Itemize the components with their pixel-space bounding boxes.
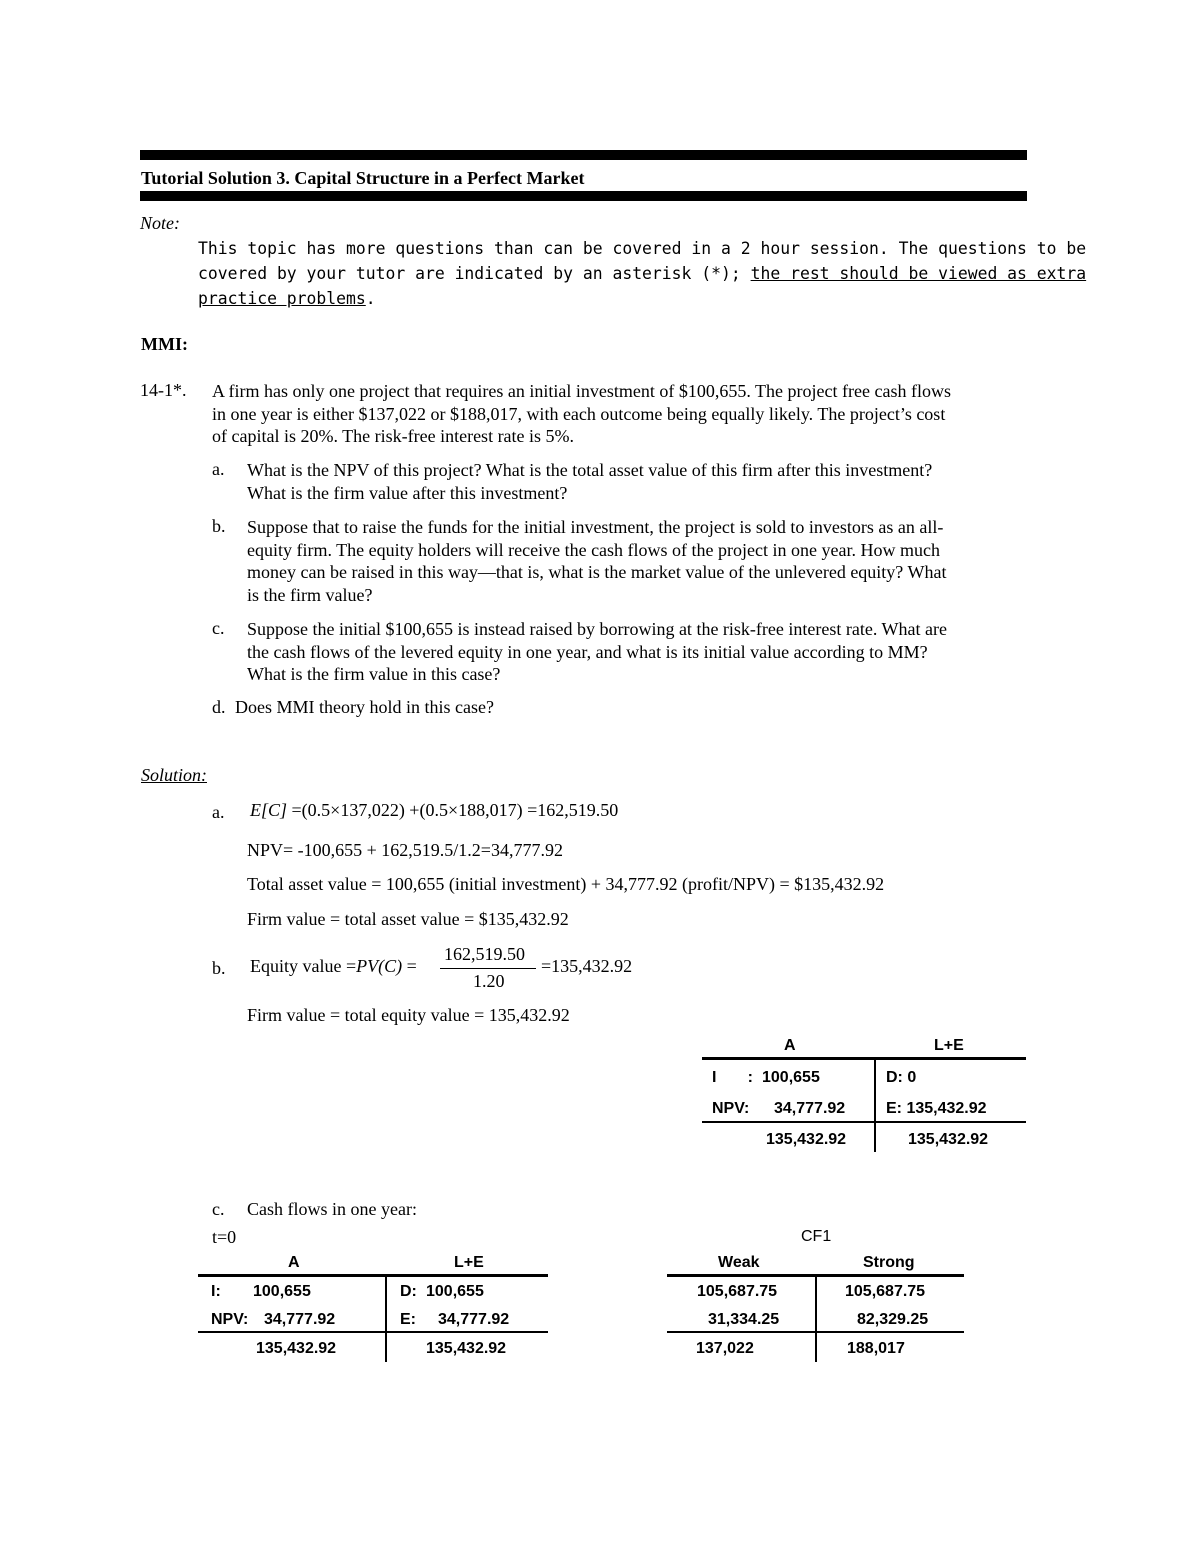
fraction-denominator: 1.20	[473, 971, 505, 991]
bs-b-row1-right: D: 0	[886, 1069, 917, 1086]
note-paragraph	[198, 236, 1086, 311]
balance-sheet-c	[198, 1254, 550, 1364]
solution-a-label: a.	[212, 802, 225, 822]
part-b-line: Suppose that to raise the funds for the initial investment, the project is sold to investors as an all-	[247, 517, 944, 537]
bs-c-row2-right-value: 34,777.92	[438, 1311, 510, 1328]
fraction-bar	[440, 968, 536, 969]
bs-c-total-left: 135,432.92	[256, 1340, 337, 1357]
cf1-row2-weak: 31,334.25	[708, 1311, 780, 1328]
solution-a-formula	[250, 800, 618, 821]
balance-sheet-b	[700, 1035, 1026, 1155]
header-bottom-bar	[140, 191, 1027, 201]
cf1-row1-weak: 105,687.75	[697, 1283, 778, 1300]
cf1-header-weak: Weak	[718, 1254, 760, 1271]
cf1-divider	[815, 1274, 817, 1362]
part-b-line: money can be raised in this way—that is, what is the market value of the unlevered equity? What	[247, 562, 947, 582]
expected-cashflow-symbol: E[C]	[250, 800, 288, 820]
part-b-line: is the firm value?	[247, 584, 373, 605]
expected-cashflow-expression: =(0.5×137,022) +(0.5×188,017) =162,519.50	[287, 800, 619, 820]
part-a-label: a.	[212, 459, 225, 479]
solution-b-firm-value: Firm value = total equity value = 135,432.92	[247, 1005, 570, 1025]
bs-c-total-right: 135,432.92	[426, 1340, 507, 1357]
bs-c-row2-value: 34,777.92	[264, 1311, 336, 1328]
cf1-total-weak: 137,022	[696, 1340, 754, 1357]
solution-label: Solution:	[141, 765, 207, 785]
question-line: in one year is either $137,022 or $188,017, with each outcome being equally likely. The project’s cost	[212, 403, 946, 424]
question-text	[212, 380, 951, 448]
bs-c-divider	[385, 1274, 387, 1362]
bs-c-row1-value: 100,655	[253, 1283, 311, 1300]
part-b-text	[247, 516, 946, 606]
note-extra-practice-link: the rest should be viewed as extra	[750, 264, 1087, 283]
bs-b-row2-label: NPV:	[712, 1100, 750, 1117]
part-c-text	[247, 618, 947, 686]
bs-b-total-right: 135,432.92	[908, 1131, 989, 1148]
note-label: Note:	[140, 213, 180, 233]
note-line-1: This topic has more questions than can be covered in a 2 hour session. The questions to be	[198, 239, 1087, 258]
section-heading: MMI:	[141, 334, 188, 354]
solution-b-result: =135,432.92	[541, 956, 633, 976]
part-c-line: What is the firm value in this case?	[247, 664, 501, 684]
part-d-label: d.	[212, 697, 226, 717]
pv-symbol: PV(C)	[356, 956, 403, 976]
bs-b-total-rule	[702, 1121, 1026, 1123]
cf1-header-strong: Strong	[863, 1254, 915, 1271]
note-line-3-tail: .	[365, 289, 376, 308]
note-practice-problems: practice problems	[198, 289, 366, 308]
bs-b-divider	[874, 1057, 876, 1152]
part-a-line: What is the NPV of this project? What is the total asset value of this firm after this investment?	[247, 460, 933, 480]
cf1-row2-strong: 82,329.25	[857, 1311, 929, 1328]
part-c-line: the cash flows of the levered equity in one year, and what is its initial value according to MM?	[247, 641, 928, 662]
note-line-2	[198, 261, 1086, 286]
question-number: 14-1*.	[140, 380, 187, 400]
cf1-table	[667, 1226, 967, 1366]
bs-b-total-left: 135,432.92	[766, 1131, 847, 1148]
bs-c-total-rule	[198, 1331, 548, 1333]
part-d-text: Does MMI theory hold in this case?	[235, 697, 494, 717]
solution-b-label: b.	[212, 958, 226, 978]
part-b-line: equity firm. The equity holders will receive the cash flows of the project in one year. How much	[247, 539, 940, 560]
bs-c-header-rule	[198, 1274, 548, 1277]
solution-c-t0: t=0	[212, 1227, 237, 1247]
cf1-row1-strong: 105,687.75	[845, 1283, 926, 1300]
bs-c-row2-right-label: E:	[400, 1311, 416, 1328]
solution-a-firm-value: Firm value = total asset value = $135,432.92	[247, 909, 569, 929]
equals-sign: =	[402, 956, 417, 976]
bs-c-row2-label: NPV:	[211, 1311, 249, 1328]
bs-c-row1-right-value: 100,655	[426, 1283, 484, 1300]
fraction-numerator: 162,519.50	[444, 944, 525, 964]
bs-b-header-rule	[702, 1057, 1026, 1060]
bs-b-row1-label: I :	[712, 1069, 753, 1086]
bs-b-row2-right: E: 135,432.92	[886, 1100, 987, 1117]
solution-c-label: c.	[212, 1199, 225, 1219]
question-line: of capital is 20%. The risk-free interest rate is 5%.	[212, 426, 575, 446]
solution-c-text: Cash flows in one year:	[247, 1199, 417, 1219]
cf1-total-rule	[667, 1331, 964, 1333]
bs-b-header-assets: A	[784, 1037, 796, 1054]
solution-a-total-asset: Total asset value = 100,655 (initial investment) + 34,777.92 (profit/NPV) = $135,432.92	[247, 874, 885, 894]
cf1-title: CF1	[801, 1228, 832, 1245]
part-b-label: b.	[212, 516, 226, 536]
part-c-line: Suppose the initial $100,655 is instead raised by borrowing at the risk-free interest rate. What are	[247, 619, 947, 639]
bs-c-row1-label: I:	[211, 1283, 221, 1300]
bs-b-header-liab-equity: L+E	[934, 1037, 964, 1054]
bs-b-row2-value: 34,777.92	[774, 1100, 846, 1117]
part-c-label: c.	[212, 618, 225, 638]
bs-c-header-assets: A	[288, 1254, 300, 1271]
page-title: Tutorial Solution 3. Capital Structure in a Perfect Market	[141, 168, 585, 188]
part-a-line: What is the firm value after this investment?	[247, 482, 568, 503]
note-line-2-text: covered by your tutor are indicated by an asterisk (*);	[198, 264, 751, 283]
header-top-bar	[140, 150, 1027, 160]
bs-c-row1-right-label: D:	[400, 1283, 417, 1300]
bs-b-row1-value: 100,655	[762, 1069, 820, 1086]
cf1-total-strong: 188,017	[847, 1340, 905, 1357]
question-line: A firm has only one project that requires an initial investment of $100,655. The project free cash flows	[212, 381, 951, 401]
equity-value-label: Equity value =	[250, 956, 357, 976]
part-a-text	[247, 459, 932, 504]
bs-c-header-liab-equity: L+E	[454, 1254, 484, 1271]
solution-a-npv: NPV= -100,655 + 162,519.5/1.2=34,777.92	[247, 840, 563, 860]
solution-b-lhs	[250, 956, 417, 977]
note-line-3	[198, 286, 1086, 311]
